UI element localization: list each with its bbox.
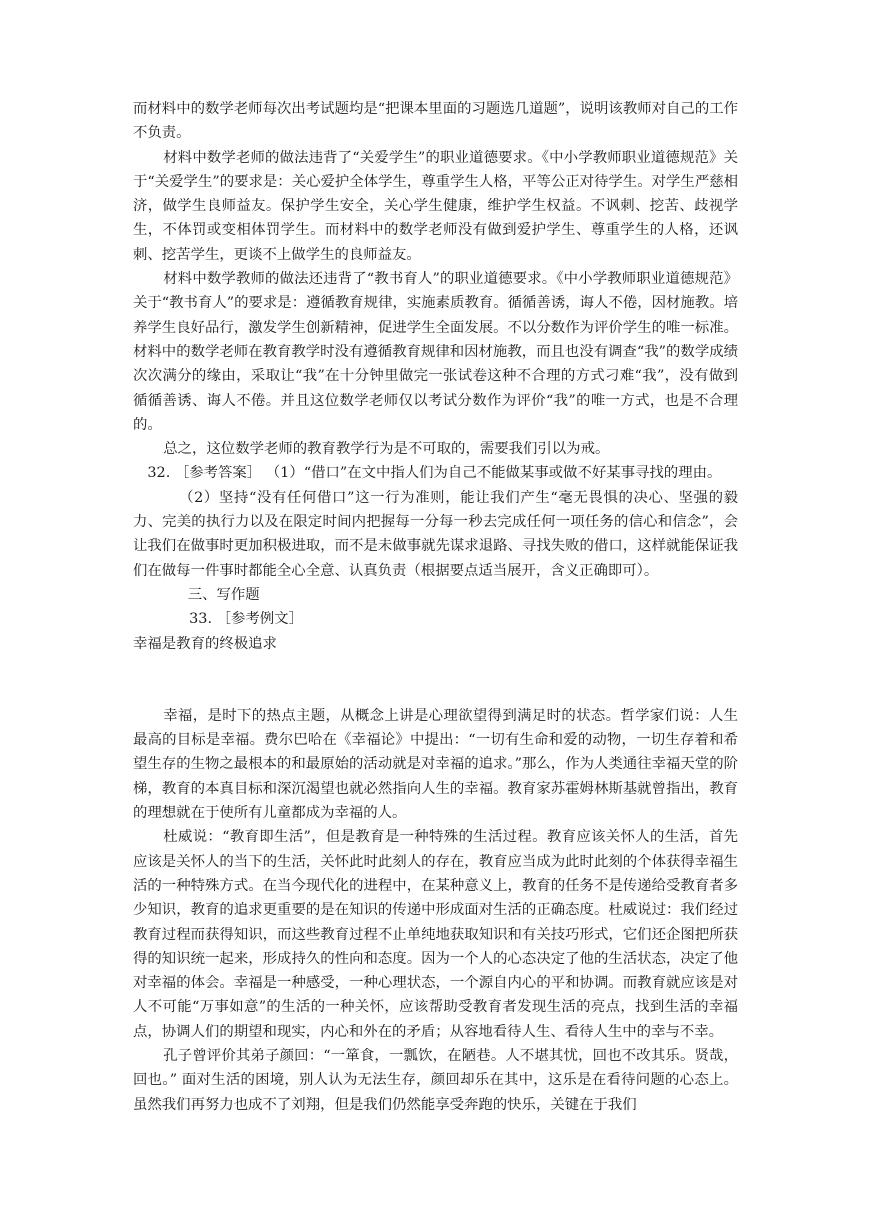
answer-32-part2: （2）坚持“没有任何借口”这一行为准则，能让我们产生“毫无畏惧的决心、坚强的毅力、完美的执行力以及在限定时间内把握每一分每一秒去完成任何一项任务的信心和信念”，会让我们在做事时更加积极进取，而不是未做事就先谋求退路、寻找失败的借口，这样就能保证我们在做每一件事时都能全心全意、认真负责（根据要点适当展开，含义正确即可）。 [133,489,738,579]
paragraph-continuation: 而材料中的数学老师每次出考试题均是“把课本里面的习题选几道题”，说明该教师对自己的工作不负责。 [133,101,738,142]
essay-title: 幸福是教育的终极追求 [133,635,277,652]
section-heading-writing: 三、写作题 [187,586,260,603]
question-33-label: 33. ［参考例文］ [189,611,303,628]
essay-paragraph-3: 孔子曾评价其弟子颜回：“一箪食，一瓢饮，在陋巷。人不堪其忧，回也不改其乐。贤哉，回也。” 面对生活的困境，别人认为无法生存，颜回却乐在其中，这乐是在看待问题的心态上。虽然我们再努力也成不了刘翔，但是我们仍然能享受奔跑的快乐，关键在于我们 [133,1047,738,1113]
blank-line [133,656,738,704]
answer-32-part1: 32. ［参考答案］ （1）“借口”在文中指人们为自己不能做某事或做不好某事寻找的理由。 [147,465,722,482]
document-page [133,97,738,1117]
paragraph-teach-educate: 材料中数学教师的做法还违背了“教书育人”的职业道德要求。《中小学教师职业道德规范》关于“教书育人”的要求是：遵循教育规律，实施素质教育。循循善诱，诲人不倦，因材施教。培养学生良好品行，激发学生创新精神，促进学生全面发展。不以分数作为评价学生的唯一标准。材料中的数学老师在教育教学时没有遵循教育规律和因材施教，而且也没有调查“我”的数学成绩次次满分的缘由，采取让“我”在十分钟里做完一张试卷这种不合理的方式刁难“我”，没有做到循循善诱、诲人不倦。并且这位数学老师仅以考试分数作为评价“我”的唯一方式，也是不合理的。 [133,271,738,433]
paragraph-summary: 总之，这位数学老师的教育教学行为是不可取的，需要我们引以为戒。 [163,441,610,458]
essay-paragraph-2: 杜威说：“教育即生活”，但是教育是一种特殊的生活过程。教育应该关怀人的生活，首先应该是关怀人的当下的生活，关怀此时此刻人的存在，教育应当成为此时此刻的个体获得幸福生活的一种特殊方式。在当今现代化的进程中，在某种意义上，教育的任务不是传递给受教育者多少知识，教育的追求更重要的是在知识的传递中形成面对生活的正确态度。杜威说过：我们经过教育过程而获得知识，而这些教育过程不止单纯地获取知识和有关技巧形式，它们还企图把所获得的知识统一起来，形成持久的性向和态度。因为一个人的心态决定了他的生活状态，决定了他对幸福的体会。幸福是一种感受，一种心理状态，一个源自内心的平和协调。而教育就应该是对人不可能“万事如意”的生活的一种关怀，应该帮助受教育者发现生活的亮点，找到生活的幸福点，协调人们的期望和现实，内心和外在的矛盾；从容地看待人生、看待人生中的幸与不幸。 [133,829,738,1040]
paragraph-care-students: 材料中数学老师的做法违背了“关爱学生”的职业道德要求。《中小学教师职业道德规范》关于“关爱学生”的要求是：关心爱护全体学生，尊重学生人格，平等公正对待学生。对学生严慈相济，做学生良师益友。保护学生安全，关心学生健康，维护学生权益。不讽刺、挖苦、歧视学生，不体罚或变相体罚学生。而材料中的数学老师没有做到爱护学生、尊重学生的人格，还讽刺、挖苦学生，更谈不上做学生的良师益友。 [133,149,738,263]
essay-paragraph-1: 幸福，是时下的热点主题，从概念上讲是心理欲望得到满足时的状态。哲学家们说：人生最高的目标是幸福。费尔巴哈在《幸福论》中提出：“一切有生命和爱的动物，一切生存着和希望生存的生物之最根本的和最原始的活动就是对幸福的追求。”那么，作为人类通往幸福天堂的阶梯，教育的本真目标和深沉渴望也就必然指向人生的幸福。教育家苏霍姆林斯基就曾指出，教育的理想就在于使所有儿童都成为幸福的人。 [133,707,738,822]
